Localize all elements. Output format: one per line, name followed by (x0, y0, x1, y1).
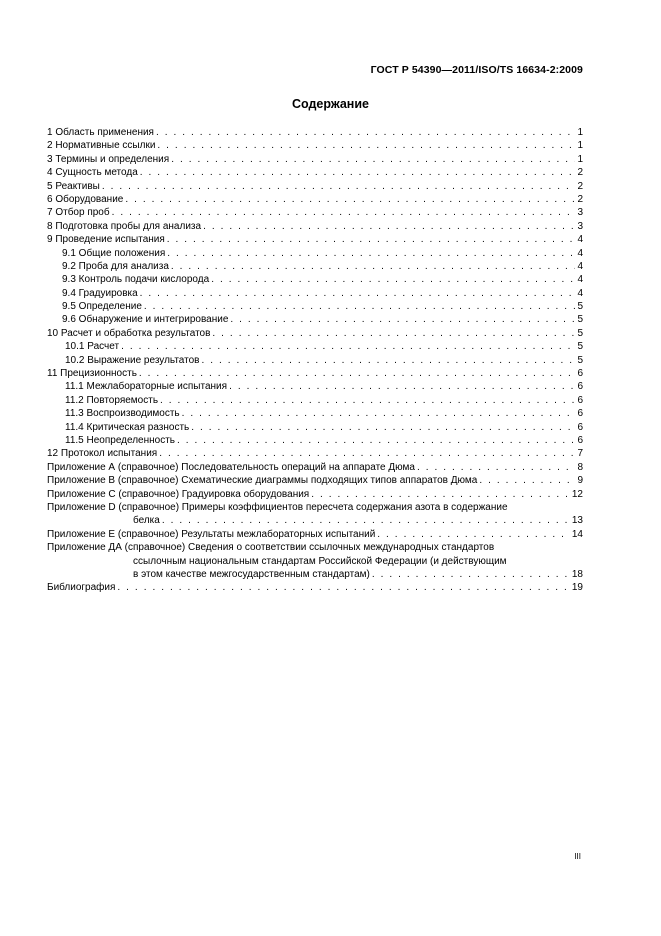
toc-subentry[interactable]: 10.1 Расчет . . . 5 (47, 340, 583, 353)
toc-annex-entry[interactable]: Приложение А (справочное) Последовательность операций на аппарате Дюма . . . 8 (47, 461, 583, 474)
toc-entry[interactable]: 2 Нормативные ссылки . . . 1 (47, 139, 583, 152)
standard-header: ГОСТ Р 54390—2011/ISO/TS 16634-2:2009 (370, 64, 583, 76)
toc-subentry[interactable]: 11.1 Межлабораторные испытания . . . 6 (47, 380, 583, 393)
toc-title: Содержание (291, 97, 369, 111)
toc-subentry[interactable]: 11.4 Критическая разность . . . 6 (47, 421, 583, 434)
toc-subentry[interactable]: 10.2 Выражение результатов . . . 5 (47, 354, 583, 367)
toc-annex-continuation[interactable]: белка . . . 13 (47, 514, 583, 527)
toc-entry[interactable]: 5 Реактивы . . . 2 (47, 180, 583, 193)
toc-annex-continuation: ссылочным национальным стандартам Российской Федерации (и действующим (133, 555, 507, 567)
toc-annex-entry[interactable]: Приложение С (справочное) Градуировка оборудования . . . 12 (47, 488, 583, 501)
toc-annex-entry[interactable]: Приложение D (справочное) Примеры коэффициентов пересчета содержания азота в содержание (47, 501, 508, 513)
toc-entry[interactable]: 7 Отбор проб . . . 3 (47, 206, 583, 219)
toc-subentry[interactable]: 11.2 Повторяемость . . . 6 (47, 394, 583, 407)
toc-entry-bibliography[interactable]: Библиография . . . 19 (47, 581, 583, 594)
toc-subentry[interactable]: 9.6 Обнаружение и интегрирование . . . 5 (47, 313, 583, 326)
toc-entry[interactable]: 3 Термины и определения . . . 1 (47, 153, 583, 166)
toc-annex-continuation[interactable]: в этом качестве межгосударственным стандартам) . . . 18 (47, 568, 583, 581)
toc-entry[interactable]: 11 Прецизионность . . . 6 (47, 367, 583, 380)
toc-subentry[interactable]: 9.3 Контроль подачи кислорода . . . 4 (47, 273, 583, 286)
toc-entry[interactable]: 8 Подготовка пробы для анализа . . . 3 (47, 220, 583, 233)
toc-entry[interactable]: 10 Расчет и обработка результатов . . . 5 (47, 327, 583, 340)
toc-entry[interactable]: 12 Протокол испытания . . . 7 (47, 447, 583, 460)
toc-subentry[interactable]: 11.5 Неопределенность . . . 6 (47, 434, 583, 447)
toc-entry[interactable]: 9 Проведение испытания . . . 4 (47, 233, 583, 246)
toc-subentry[interactable]: 9.2 Проба для анализа . . . 4 (47, 260, 583, 273)
toc-entry[interactable]: 6 Оборудование . . . 2 (47, 193, 583, 206)
table-of-contents (47, 126, 583, 595)
toc-annex-entry[interactable]: Приложение ДА (справочное) Сведения о соответствии ссылочных международных стандартов (47, 542, 495, 554)
toc-subentry[interactable]: 9.5 Определение . . . 5 (47, 300, 583, 313)
toc-subentry[interactable]: 9.1 Общие положения . . . 4 (47, 247, 583, 260)
page-number: III (574, 852, 581, 861)
toc-entry[interactable]: 4 Сущность метода . . . 2 (47, 166, 583, 179)
toc-subentry[interactable]: 9.4 Градуировка . . . 4 (47, 287, 583, 300)
toc-entry[interactable]: 1 Область применения . . . 1 (47, 126, 583, 139)
toc-subentry[interactable]: 11.3 Воспроизводимость . . . 6 (47, 407, 583, 420)
toc-annex-entry[interactable]: Приложение Е (справочное) Результаты межлабораторных испытаний . . . 14 (47, 528, 583, 541)
toc-annex-entry[interactable]: Приложение В (справочное) Схематические диаграммы подходящих типов аппаратов Дюма . . . 9 (47, 474, 583, 487)
